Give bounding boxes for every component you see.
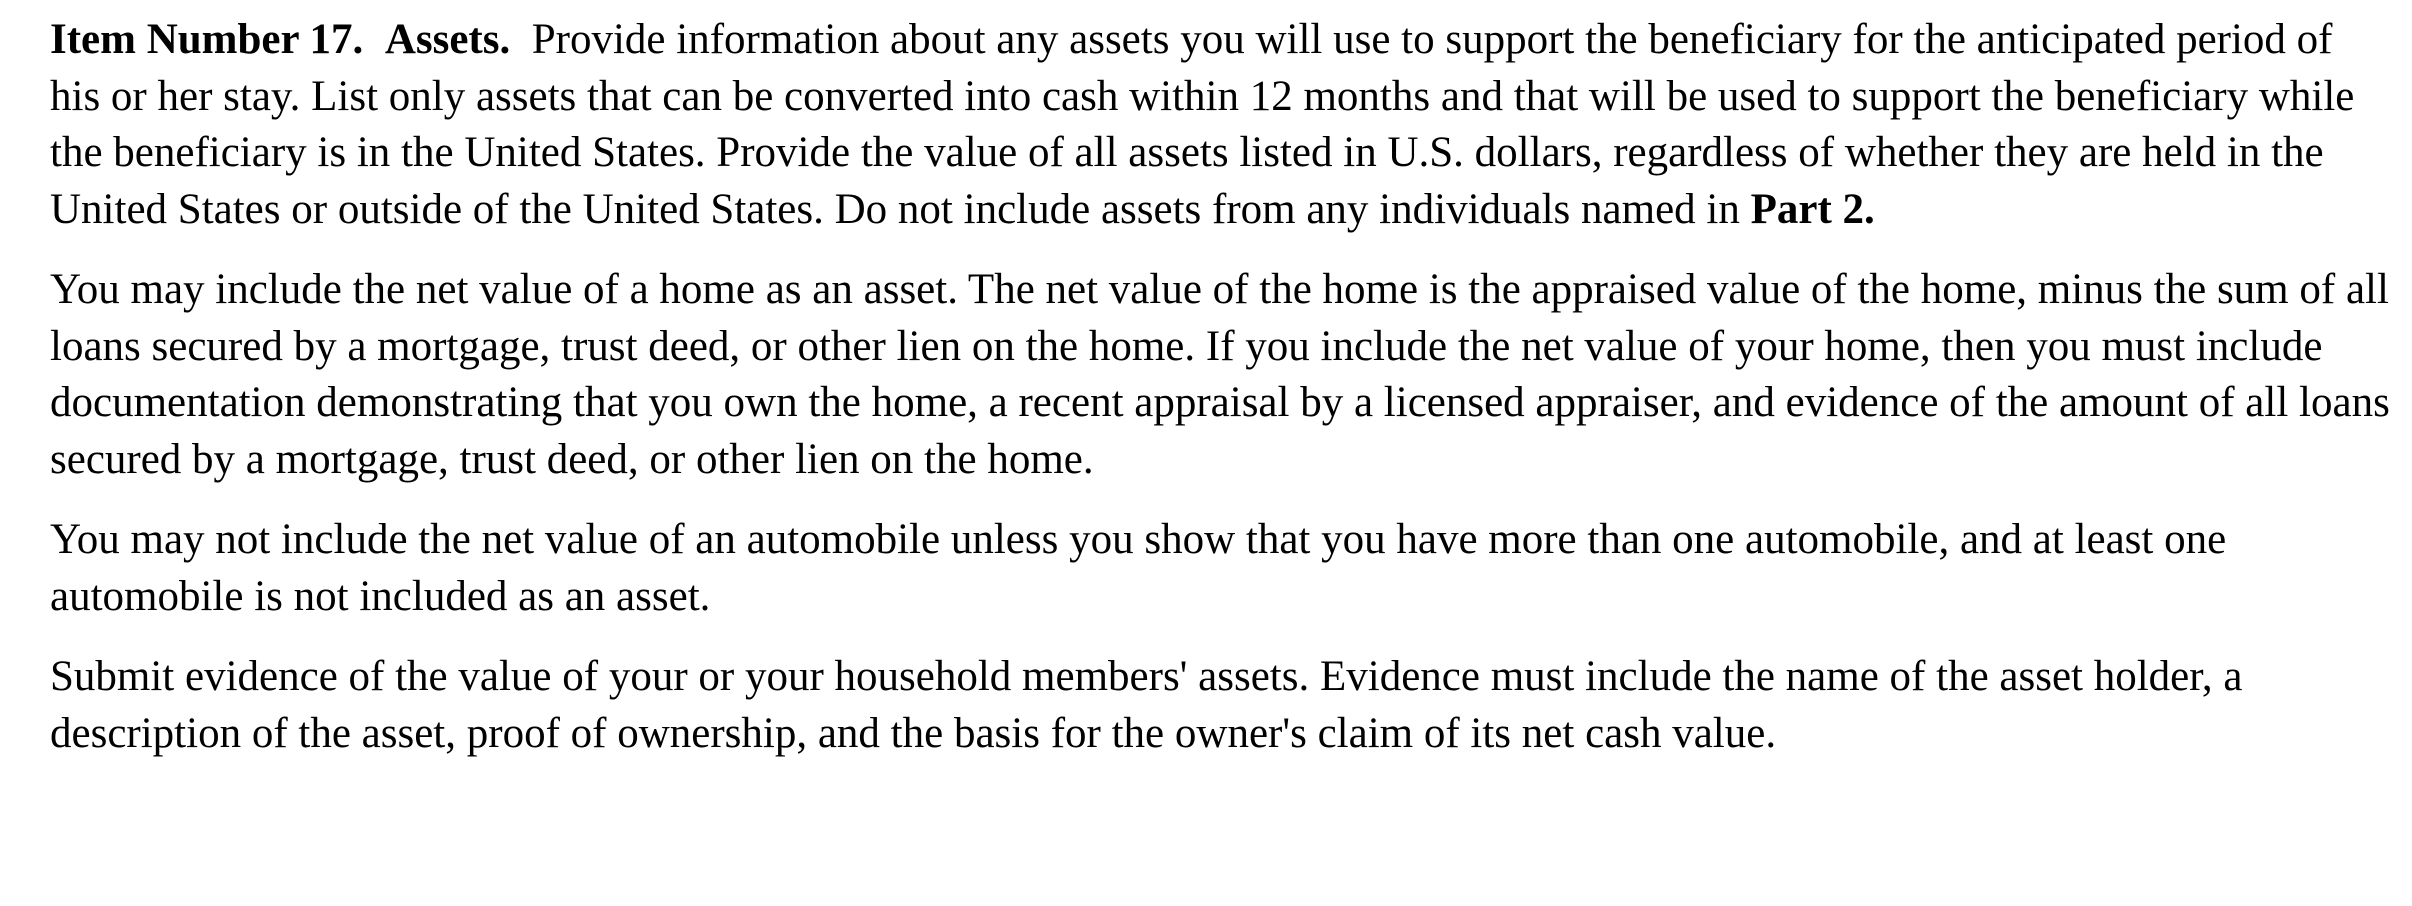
part-reference: Part 2. bbox=[1750, 185, 1875, 233]
document-body bbox=[50, 12, 2390, 762]
paragraph-assets-intro bbox=[50, 12, 2390, 238]
item-number-label: Item Number 17. bbox=[50, 16, 364, 63]
item-title: Assets. bbox=[384, 16, 511, 63]
paragraph-evidence: Submit evidence of the value of your or your household members' assets. Evidence must include the name of the asset holder, a description of the asset, proof of ownership, and the basis for the owner's claim of its net cash value. bbox=[50, 653, 2243, 757]
paragraph-automobile: You may not include the net value of an automobile unless you show that you have more than one automobile, and at least one automobile is not included as an asset. bbox=[50, 516, 2227, 620]
paragraph-home-value: You may include the net value of a home as an asset. The net value of the home is the appraised value of the home, minus the sum of all loans secured by a mortgage, trust deed, or other lien on the home. If you include the net value of your home, then you must include documentation demonstrating that you own the home, a recent appraisal by a licensed appraiser, and evidence of the amount of all loans secured by a mortgage, trust deed, or other lien on the home. bbox=[50, 266, 2390, 483]
paragraph-assets-intro-text: Provide information about any assets you will use to support the beneficiary for the anticipated period of his or her stay. List only assets that can be converted into cash within 12 months and that will be used to support the beneficiary while the beneficiary is in the United States. Provide the value of all assets listed in U.S. dollars, regardless of whether they are held in the United States or outside of the United States. Do not include assets from any individuals named in bbox=[50, 16, 2355, 233]
